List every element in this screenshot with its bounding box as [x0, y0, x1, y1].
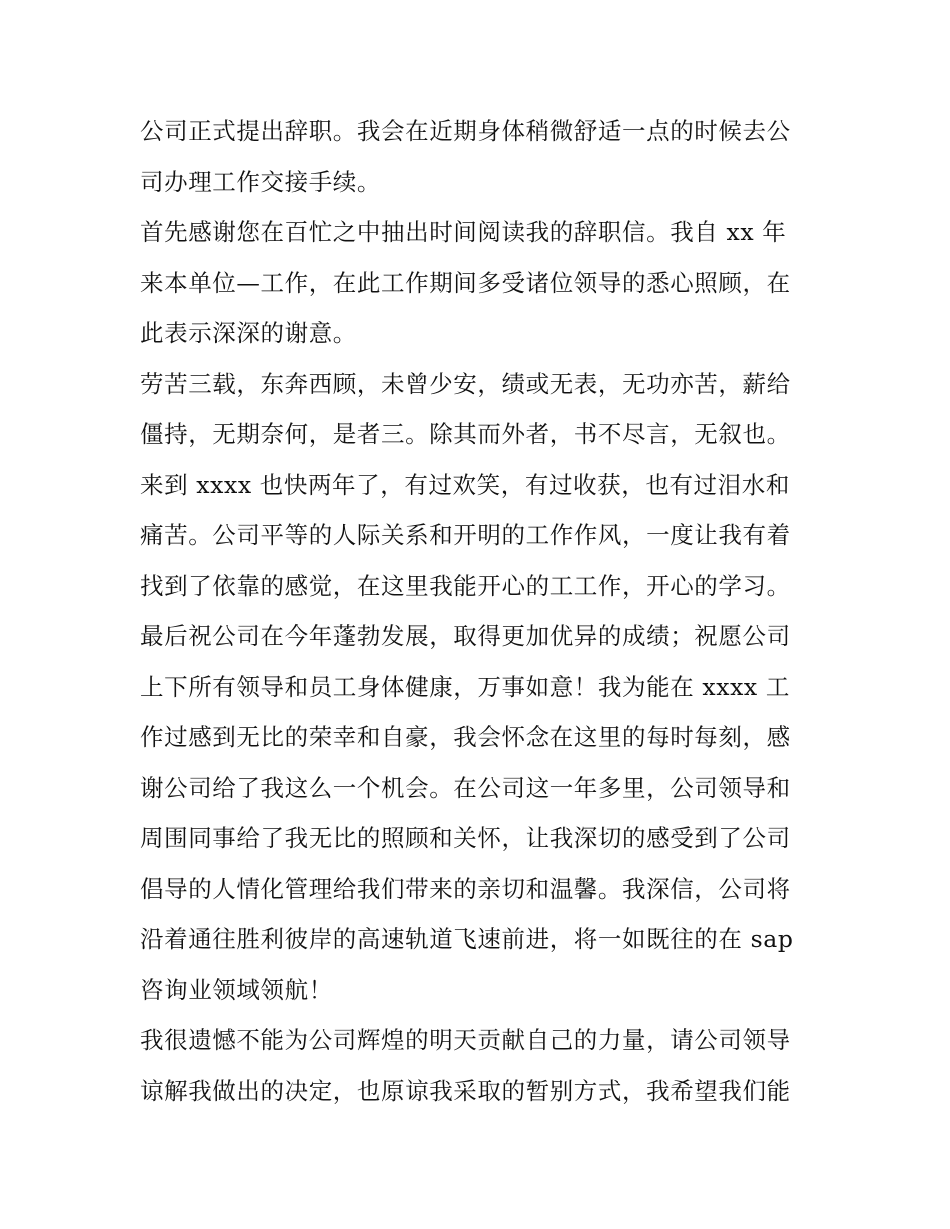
text-line: 上下所有领导和员工身体健康，万事如意！我为能在 xxxx 工 — [140, 672, 790, 701]
paragraph-3 — [140, 359, 820, 1016]
text-line: 谢公司给了我这么一个机会。在公司这一年多里，公司领导和 — [140, 773, 791, 802]
text-line: 司办理工作交接手续。 — [140, 167, 381, 196]
paragraph-4 — [140, 1015, 820, 1116]
text-line: 来本单位—工作，在此工作期间多受诸位领导的悉心照顾，在 — [140, 268, 791, 297]
text-line: 首先感谢您在百忙之中抽出时间阅读我的辞职信。我自 xx 年 — [140, 218, 787, 246]
text-line: 找到了依靠的感觉，在这里我能开心的工工作，开心的学习。 — [140, 571, 791, 600]
text-line: 谅解我做出的决定，也原谅我采取的暂别方式，我希望我们能 — [140, 1076, 791, 1105]
text-line: 周围同事给了我无比的照顾和关怀，让我深切的感受到了公司 — [140, 824, 791, 852]
paragraph-2 — [140, 207, 820, 359]
text-line: 来到 xxxx 也快两年了，有过欢笑，有过收获，也有过泪水和 — [140, 470, 790, 499]
text-line: 痛苦。公司平等的人际关系和开明的工作作风，一度让我有着 — [140, 521, 791, 549]
text-line: 我很遗憾不能为公司辉煌的明天贡献自己的力量，请公司领导 — [140, 1026, 791, 1054]
text-line: 最后祝公司在今年蓬勃发展，取得更加优异的成绩；祝愿公司 — [140, 622, 791, 650]
document-body — [140, 106, 820, 1116]
text-line: 作过感到无比的荣幸和自豪，我会怀念在这里的每时每刻，感 — [140, 723, 791, 751]
text-line: 沿着通往胜利彼岸的高速轨道飞速前进，将一如既往的在 sap — [140, 925, 794, 953]
text-line: 咨询业领域领航！ — [140, 975, 333, 1004]
text-line: 此表示深深的谢意。 — [140, 319, 357, 347]
text-line: 倡导的人情化管理给我们带来的亲切和温馨。我深信，公司将 — [140, 874, 791, 903]
paragraph-1 — [140, 106, 820, 207]
text-line: 劳苦三载，东奔西顾，未曾少安，绩或无表，无功亦苦，薪给 — [140, 369, 791, 398]
text-line: 僵持，无期奈何，是者三。除其而外者，书不尽言，无叙也。 — [140, 420, 791, 448]
text-line: 公司正式提出辞职。我会在近期身体稍微舒适一点的时候去公 — [140, 117, 791, 145]
